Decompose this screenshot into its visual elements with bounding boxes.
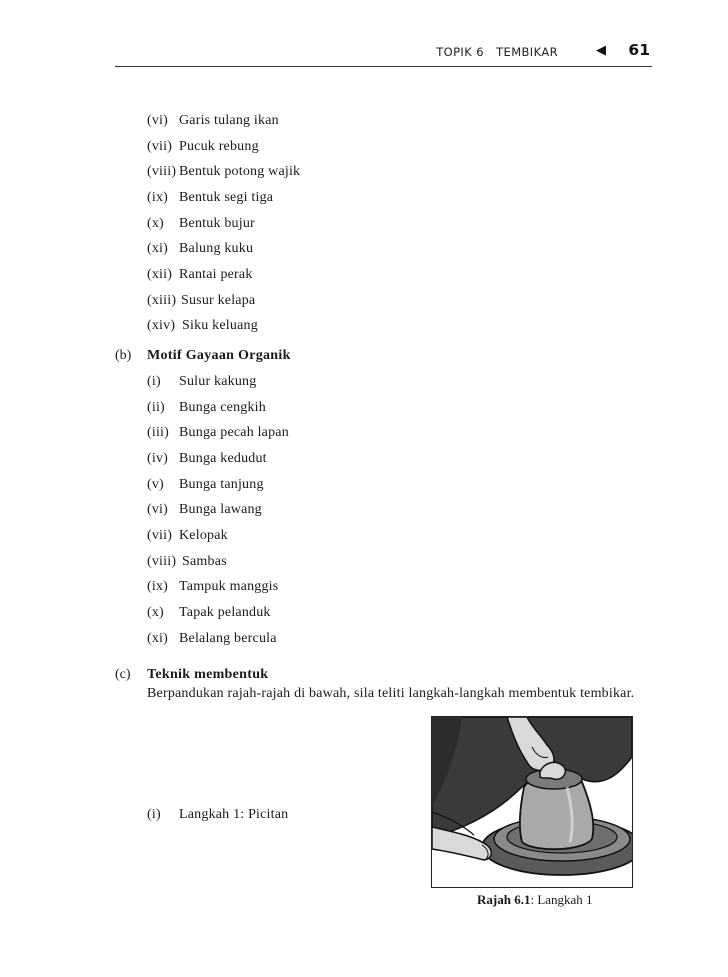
pottery-pinching-illustration: [431, 716, 633, 888]
figure-caption-text: : Langkah 1: [530, 892, 593, 907]
instruction-paragraph: Berpandukan rajah-rajah di bawah, sila teliti langkah-langkah membentuk tembikar.: [147, 686, 635, 701]
page-header: [115, 38, 652, 67]
section-label: (c): [115, 667, 131, 682]
figure-caption-label: Rajah 6.1: [477, 892, 531, 907]
section-label: (b): [115, 348, 132, 363]
pottery-illustration-svg: [432, 717, 632, 887]
page-number: 61: [628, 41, 650, 59]
triangle-left-icon: ◀: [596, 43, 606, 58]
section-title: Motif Gayaan Organik: [147, 348, 291, 363]
section-title: Teknik membentuk: [147, 667, 269, 682]
header-topic-title: TEMBIKAR: [496, 45, 558, 59]
header-topic: [436, 45, 558, 59]
figure-caption: [477, 892, 593, 908]
header-topic-number: TOPIK 6: [436, 45, 484, 59]
